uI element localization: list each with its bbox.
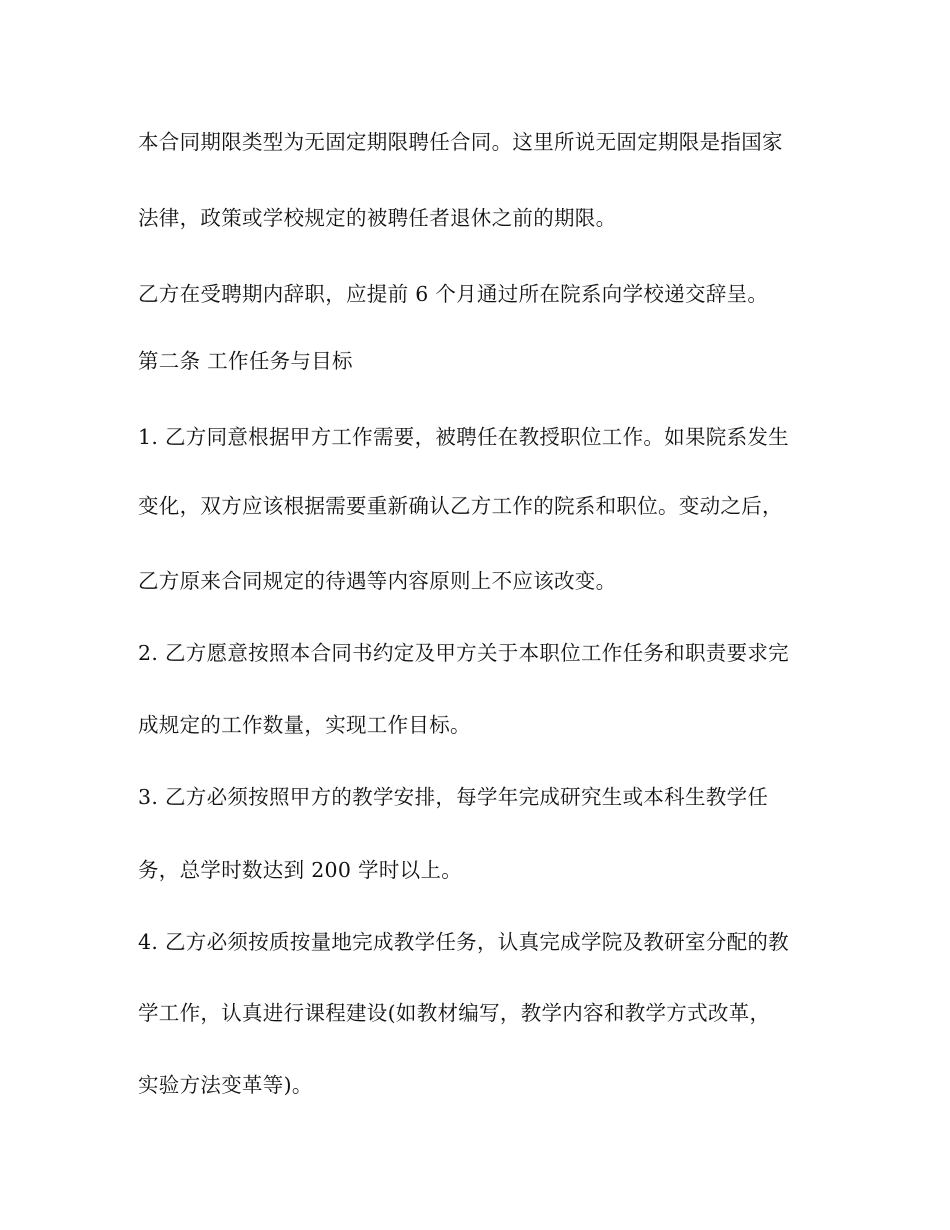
paragraph-line: 1. 乙方同意根据甲方工作需要，被聘任在教授职位工作。如果院系发生 <box>138 425 789 449</box>
paragraph-line: 3. 乙方必须按照甲方的教学安排，每学年完成研究生或本科生教学任 <box>138 785 769 809</box>
paragraph-line: 4. 乙方必须按质按量地完成教学任务，认真完成学院及教研室分配的教 <box>138 930 789 954</box>
paragraph-line: 本合同期限类型为无固定期限聘任合同。这里所说无固定期限是指国家 <box>138 130 783 154</box>
paragraph-line: 法律，政策或学校规定的被聘任者退休之前的期限。 <box>138 206 617 230</box>
paragraph-line: 乙方原来合同规定的待遇等内容原则上不应该改变。 <box>138 569 617 593</box>
section-heading: 第二条 工作任务与目标 <box>138 349 353 373</box>
paragraph-line: 务，总学时数达到 200 学时以上。 <box>138 858 463 882</box>
paragraph-line: 学工作，认真进行课程建设(如教材编写，教学内容和教学方式改革， <box>138 1001 771 1025</box>
paragraph-line: 变化，双方应该根据需要重新确认乙方工作的院系和职位。变动之后， <box>138 494 783 518</box>
paragraph-line: 成规定的工作数量，实现工作目标。 <box>138 713 471 737</box>
paragraph-line: 2. 乙方愿意按照本合同书约定及甲方关于本职位工作任务和职责要求完 <box>138 641 789 665</box>
paragraph-line: 实验方法变革等)。 <box>138 1073 313 1097</box>
paragraph-line: 乙方在受聘期内辞职，应提前 6 个月通过所在院系向学校递交辞呈。 <box>138 282 769 306</box>
